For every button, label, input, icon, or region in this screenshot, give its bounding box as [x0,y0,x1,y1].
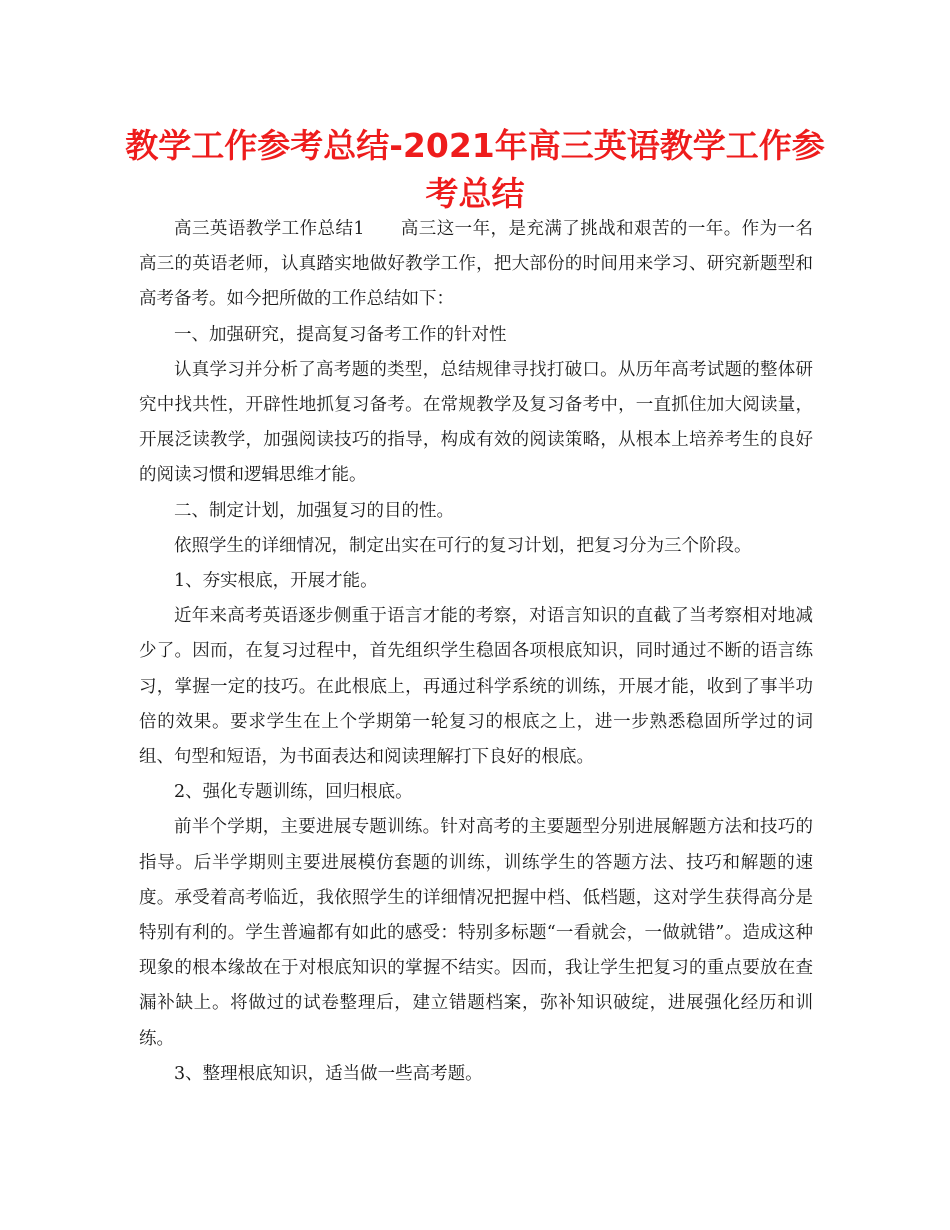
subsection-heading-1: 1、夯实根底，开展才能。 [174,571,378,592]
subsection-heading-3: 3、整理根底知识，适当做一些高考题。 [174,1063,483,1084]
section-heading-2: 二、制定计划，加强复习的目的性。 [174,500,454,521]
paragraph-foundation: 近年来高考英语逐步侧重于语言才能的考察，对语言知识的直截了当考察相对地减少了。因而，在复习过程中，首先组织学生稳固各项根底知识，同时通过不断的语言练习，掌握一定的技巧。在此根底上，再通过科学系统的训练，开展才能，收到了事半功倍的效果。要求学生在上个学期第一轮复习的根底之上，进一步熟悉稳固所学过的词组、句型和短语，为书面表达和阅读理解打下良好的根底。 [139,606,813,768]
paragraph-intro: 高三英语教学工作总结1 高三这一年，是充满了挑战和艰苦的一年。作为一名高三的英语老师，认真踏实地做好教学工作，把大部份的时间用来学习、研究新题型和高考备考。如今把所做的工作总结如下： [139,219,813,310]
paragraph-plan: 依照学生的详细情况，制定出实在可行的复习计划，把复习分为三个阶段。 [174,535,752,556]
paragraph-training: 前半个学期，主要进展专题训练。针对高考的主要题型分别进展解题方法和技巧的指导。后半学期则主要进展模仿套题的训练，训练学生的答题方法、技巧和解题的速度。承受着高考临近，我依照学生的详细情况把握中档、低档题，这对学生获得高分是特别有利的。学生普遍都有如此的感受：特别多标题“一看就会，一做就错”。造成这种现象的根本缘故在于对根底知识的掌握不结实。因而，我让学生把复习的重点要放在查漏补缺上。将做过的试卷整理后，建立错题档案，弥补知识破绽，进展强化经历和训练。 [139,817,813,1049]
paragraph-research: 认真学习并分析了高考题的类型，总结规律寻找打破口。从历年高考试题的整体研究中找共性，开辟性地抓复习备考。在常规教学及复习备考中，一直抓住加大阅读量，开展泛读教学，加强阅读技巧的指导，构成有效的阅读策略，从根本上培养考生的良好的阅读习惯和逻辑思维才能。 [139,359,813,486]
section-heading-1: 一、加强研究，提高复习备考工作的针对性 [174,324,507,345]
document-title: 教学工作参考总结-2021年高三英语教学工作参考总结 [125,126,825,213]
subsection-heading-2: 2、强化专题训练，回归根底。 [174,782,413,803]
document-body [139,212,813,1092]
